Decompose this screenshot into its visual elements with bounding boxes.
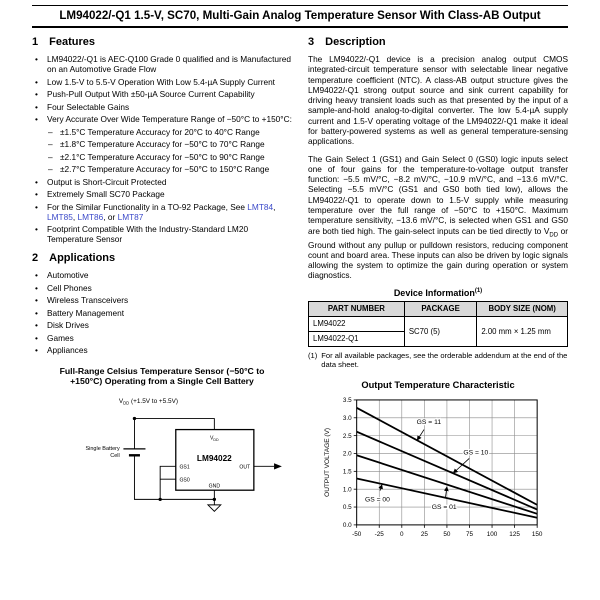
list-item: • Automotive — [32, 270, 292, 280]
svg-text:2.5: 2.5 — [342, 432, 352, 440]
accuracy-sublist — [47, 127, 292, 175]
svg-text:3.5: 3.5 — [342, 396, 352, 404]
battery-icon — [123, 449, 145, 455]
features-list — [32, 54, 292, 244]
left-column — [32, 34, 292, 545]
chip-name-label: LM94022 — [196, 454, 232, 464]
svg-text:GS = 01: GS = 01 — [431, 503, 457, 511]
chart-plot-area — [324, 397, 543, 538]
svg-text:GS = 10: GS = 10 — [463, 449, 489, 457]
svg-text:OUTPUT VOLTAGE (V): OUTPUT VOLTAGE (V) — [323, 427, 331, 497]
svg-text:0: 0 — [400, 530, 404, 538]
svg-text:3.0: 3.0 — [342, 414, 352, 422]
battery-label-line2: Cell — [110, 453, 120, 460]
list-item: • LM94022/-Q1 is AEC-Q100 Grade 0 qualified and is Manufactured on an Automotive Grade Flow — [32, 54, 292, 74]
list-item: • Cell Phones — [32, 283, 292, 293]
output-arrow-icon — [274, 463, 282, 469]
table-row — [309, 316, 568, 331]
svg-text:125: 125 — [509, 530, 520, 538]
svg-text:1.5: 1.5 — [342, 468, 352, 476]
svg-text:-25: -25 — [374, 530, 384, 538]
list-item: • Appliances — [32, 345, 292, 355]
circuit-diagram — [38, 391, 286, 514]
section-title: Applications — [49, 252, 116, 265]
footnote-ref: (1) — [474, 287, 483, 294]
list-item: • Low 1.5-V to 5.5-V Operation With Low 5.4-µA Supply Current — [32, 77, 292, 87]
description-heading — [308, 36, 568, 48]
list-item: • Very Accurate Over Wide Temperature Range of −50°C to +150°C: – ±1.5°C Temperature Accuracy for 20°C to 40°C Range – ±1.8°C Temperature Accuracy for −50°C to 70°C Range – ±2.1°C Temperature Accuracy for −50°C to 90°C Range – ±2.7°C Temperature Accuracy for −50°C to 150°C Range — [32, 114, 292, 174]
section-number: 2 — [32, 252, 39, 265]
link-lmt85[interactable]: LMT85 — [47, 211, 73, 222]
list-item: • Extremely Small SC70 Package — [32, 189, 292, 199]
section-number: 1 — [32, 36, 39, 48]
svg-text:1.0: 1.0 — [342, 486, 352, 494]
list-item: • Four Selectable Gains — [32, 102, 292, 112]
part-number-cell: LM94022 — [309, 316, 405, 331]
description-paragraph-1: The LM94022/-Q1 device is a precision analog output CMOS integrated-circuit temperature sensor with selectable linear negative temperature coefficient (NTC). A class-AB output structure gives the LM94022/-Q1 strong output source and sink current capability for driving heavy transient loads such as that presented by the input of a sample-and-hold analog-to-digital converter. The low 5.4-µA supply current and 1.5-V operating voltage of the LM94022/-Q1 make it ideal for battery-powered systems as well as general temperature-sensing applications. — [308, 54, 568, 147]
right-column — [308, 34, 568, 545]
header-rule-bottom — [32, 26, 568, 28]
applications-list — [32, 270, 292, 355]
svg-text:75: 75 — [465, 530, 474, 538]
footnote-marker: (1) — [308, 350, 318, 360]
device-info-title: Device Information$^{(1)}$ — [393, 287, 483, 298]
col-header-package: PACKAGE — [404, 301, 477, 316]
svg-text:2.0: 2.0 — [342, 450, 352, 458]
svg-text:-50: -50 — [352, 530, 362, 538]
pin-out-label: OUT — [239, 464, 251, 471]
footnote-text: For all available packages, see the orderable addendum at the end of the data sheet. — [321, 350, 568, 370]
svg-text:150: 150 — [531, 530, 543, 538]
list-item: • Footprint Compatible With the Industry-Standard LM20 Temperature Sensor — [32, 224, 292, 244]
table-footnote — [308, 351, 568, 370]
col-header-part-number: PART NUMBER — [309, 301, 405, 316]
link-lmt84[interactable]: LMT84 — [247, 201, 274, 212]
list-item: • Battery Management — [32, 308, 292, 318]
list-item: – ±1.8°C Temperature Accuracy for −50°C to 70°C Range — [47, 139, 292, 149]
body-size-cell: 2.00 mm × 1.25 mm — [477, 316, 568, 346]
applications-heading — [32, 252, 292, 264]
description-paragraph-2: The Gain Select 1 (GS1) and Gain Select 0 (GS0) logic inputs select one of four gains for the temperature-to-voltage output transfer function: −5.5 mV/°C, −8.2 mV/°C, −10.9 mV/°C, and −13.6 mV/°C. Selecting −5.5 mV/°C (GS1 and GS0 both tied low), allows the LM94022/-Q1 to operate down to 1.5-V supply while measuring temperature over the full range of −50°C to +150°C. Maximum temperature sensitivity, −13.6 mV/°C, is selected when GS1 and GS0 are both tied high. The gain-select inputs can be tied directly to $V_{DD}$ or Ground without any pullup or pulldown resistors, reducing component count and board area. These inputs can also be driven by logic signals allowing the system to optimize the gain during operation or system diagnostics. — [308, 153, 569, 281]
svg-text:100: 100 — [486, 530, 498, 538]
section-number: 3 — [308, 36, 315, 48]
svg-text:0.0: 0.0 — [342, 521, 352, 529]
list-item: • For the Similar Functionality in a TO-92 Package, See LMT84, LMT85, LMT86, or LMT87 — [32, 202, 292, 222]
list-item: • Wireless Transceivers — [32, 295, 292, 305]
pin-gs1-label: GS1 — [179, 464, 190, 471]
package-cell: SC70 (5) — [404, 316, 477, 346]
device-info-table — [308, 301, 568, 347]
list-item: • Push-Pull Output With ±50-µA Source Current Capability — [32, 89, 292, 99]
features-heading — [32, 36, 292, 48]
section-title: Features — [49, 36, 95, 48]
pin-gs0-label: GS0 — [179, 477, 190, 484]
page-title: LM94022/-Q1 1.5-V, SC70, Multi-Gain Analog Temperature Sensor With Class-AB Output — [59, 9, 541, 22]
svg-text:50: 50 — [443, 530, 451, 538]
col-header-body-size: BODY SIZE (NOM) — [477, 301, 568, 316]
output-temperature-chart — [319, 392, 557, 541]
section-title: Description — [325, 36, 386, 48]
link-lmt86[interactable]: LMT86 — [77, 211, 104, 222]
pin-gnd-label: GND — [208, 483, 221, 490]
battery-label-line1: Single Battery — [85, 446, 120, 453]
ground-icon — [208, 505, 221, 511]
list-item: – ±1.5°C Temperature Accuracy for 20°C to 40°C Range — [47, 127, 292, 137]
svg-text:GS = 00: GS = 00 — [364, 496, 390, 504]
part-number-cell: LM94022-Q1 — [309, 331, 405, 346]
list-item: – ±2.1°C Temperature Accuracy for −50°C to 90°C Range — [47, 152, 292, 162]
link-lmt87[interactable]: LMT87 — [117, 211, 144, 222]
chart-title: Output Temperature Characteristic — [361, 379, 515, 390]
svg-text:0.5: 0.5 — [342, 503, 352, 511]
supply-voltage-label: $V_{DD}$ (+1.5V to +5.5V) — [118, 398, 179, 406]
list-item: – ±2.7°C Temperature Accuracy for −50°C to 150°C Range — [47, 164, 292, 174]
list-item: • Games — [32, 333, 292, 343]
list-item: • Output is Short-Circuit Protected — [32, 177, 292, 187]
svg-text:25: 25 — [420, 530, 428, 538]
svg-text:GS = 11: GS = 11 — [416, 418, 442, 426]
circuit-caption: Full-Range Celsius Temperature Sensor (−50°C to +150°C) Operating from a Single Cell Battery — [59, 365, 265, 387]
pin-vdd-label: $V_{DD}$ — [210, 435, 219, 443]
list-item: • Disk Drives — [32, 320, 292, 330]
